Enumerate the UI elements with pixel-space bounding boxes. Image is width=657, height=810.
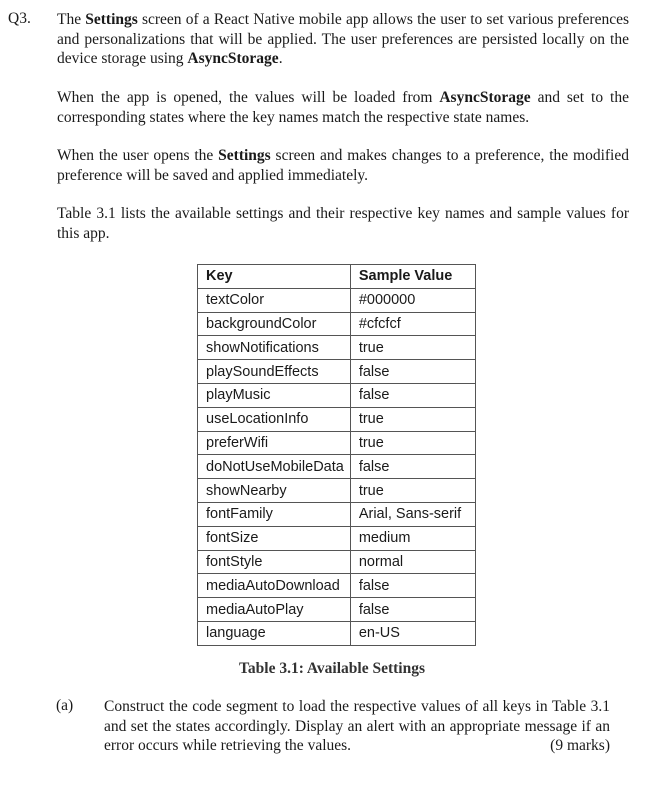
settings-table xyxy=(197,264,476,646)
save-paragraph xyxy=(57,146,629,185)
key-cell: language xyxy=(198,621,351,645)
table-row xyxy=(198,574,476,598)
load-paragraph xyxy=(57,88,629,127)
value-cell: en-US xyxy=(350,621,475,645)
text-run: . xyxy=(278,50,283,67)
question-number: Q3. xyxy=(8,10,31,27)
value-cell: false xyxy=(350,360,475,384)
value-cell: true xyxy=(350,431,475,455)
part-a-text: Construct the code segment to load the respective values of all keys in Table 3.1 and set the states accordingly. Display an alert with an appropriate message if an error occurs while retrieving the values. xyxy=(104,698,610,754)
table-row xyxy=(198,502,476,526)
table-header-row xyxy=(198,265,476,289)
table-intro-paragraph: Table 3.1 lists the available settings and their respective key names and sample values for this app. xyxy=(57,205,629,242)
text-run: screen of a React Native mobile app allows the user to set various preferences and personalizations that will be applied. The user preferences are persisted locally on the device storage using xyxy=(57,11,629,67)
table-row xyxy=(198,479,476,503)
value-cell: #cfcfcf xyxy=(350,312,475,336)
value-cell: normal xyxy=(350,550,475,574)
text-run: The xyxy=(57,11,86,28)
table-row xyxy=(198,288,476,312)
value-cell: false xyxy=(350,383,475,407)
table-row xyxy=(198,526,476,550)
bold-term-settings: Settings xyxy=(218,147,271,164)
header-sample-value: Sample Value xyxy=(350,265,475,289)
table-row xyxy=(198,550,476,574)
key-cell: showNotifications xyxy=(198,336,351,360)
bold-term-settings: Settings xyxy=(85,11,138,28)
text-run: and set to the corresponding states where the key names match the respective state names. xyxy=(57,89,629,126)
header-key: Key xyxy=(198,265,351,289)
key-cell: backgroundColor xyxy=(198,312,351,336)
value-cell: true xyxy=(350,336,475,360)
key-cell: playSoundEffects xyxy=(198,360,351,384)
table-row xyxy=(198,431,476,455)
key-cell: useLocationInfo xyxy=(198,407,351,431)
part-a-label: (a) xyxy=(56,697,74,714)
marks-label: (9 marks) xyxy=(550,737,610,754)
value-cell: true xyxy=(350,407,475,431)
intro-paragraph xyxy=(57,10,629,69)
table-row xyxy=(198,312,476,336)
table-row xyxy=(198,383,476,407)
table-caption: Table 3.1: Available Settings xyxy=(238,660,426,677)
value-cell: #000000 xyxy=(350,288,475,312)
key-cell: playMusic xyxy=(198,383,351,407)
key-cell: preferWifi xyxy=(198,431,351,455)
key-cell: fontStyle xyxy=(198,550,351,574)
value-cell: medium xyxy=(350,526,475,550)
table-row xyxy=(198,407,476,431)
text-run: When the app is opened, the values will be loaded from xyxy=(57,89,440,106)
part-a-question xyxy=(104,697,610,756)
key-cell: fontSize xyxy=(198,526,351,550)
value-cell: false xyxy=(350,455,475,479)
text-run: When the user opens the xyxy=(57,147,219,164)
key-cell: mediaAutoDownload xyxy=(198,574,351,598)
table-row xyxy=(198,360,476,384)
bold-term-asyncstorage: AsyncStorage xyxy=(439,89,531,106)
value-cell: false xyxy=(350,574,475,598)
key-cell: fontFamily xyxy=(198,502,351,526)
bold-term-asyncstorage: AsyncStorage xyxy=(187,50,279,67)
key-cell: mediaAutoPlay xyxy=(198,598,351,622)
key-cell: showNearby xyxy=(198,479,351,503)
value-cell: Arial, Sans-serif xyxy=(350,502,475,526)
value-cell: true xyxy=(350,479,475,503)
table-row xyxy=(198,455,476,479)
value-cell: false xyxy=(350,598,475,622)
key-cell: doNotUseMobileData xyxy=(198,455,351,479)
table-row xyxy=(198,598,476,622)
table-row xyxy=(198,336,476,360)
text-run: screen and makes changes to a preference, the modified preference will be saved and applied immediately. xyxy=(57,147,629,184)
key-cell: textColor xyxy=(198,288,351,312)
table-row xyxy=(198,621,476,645)
